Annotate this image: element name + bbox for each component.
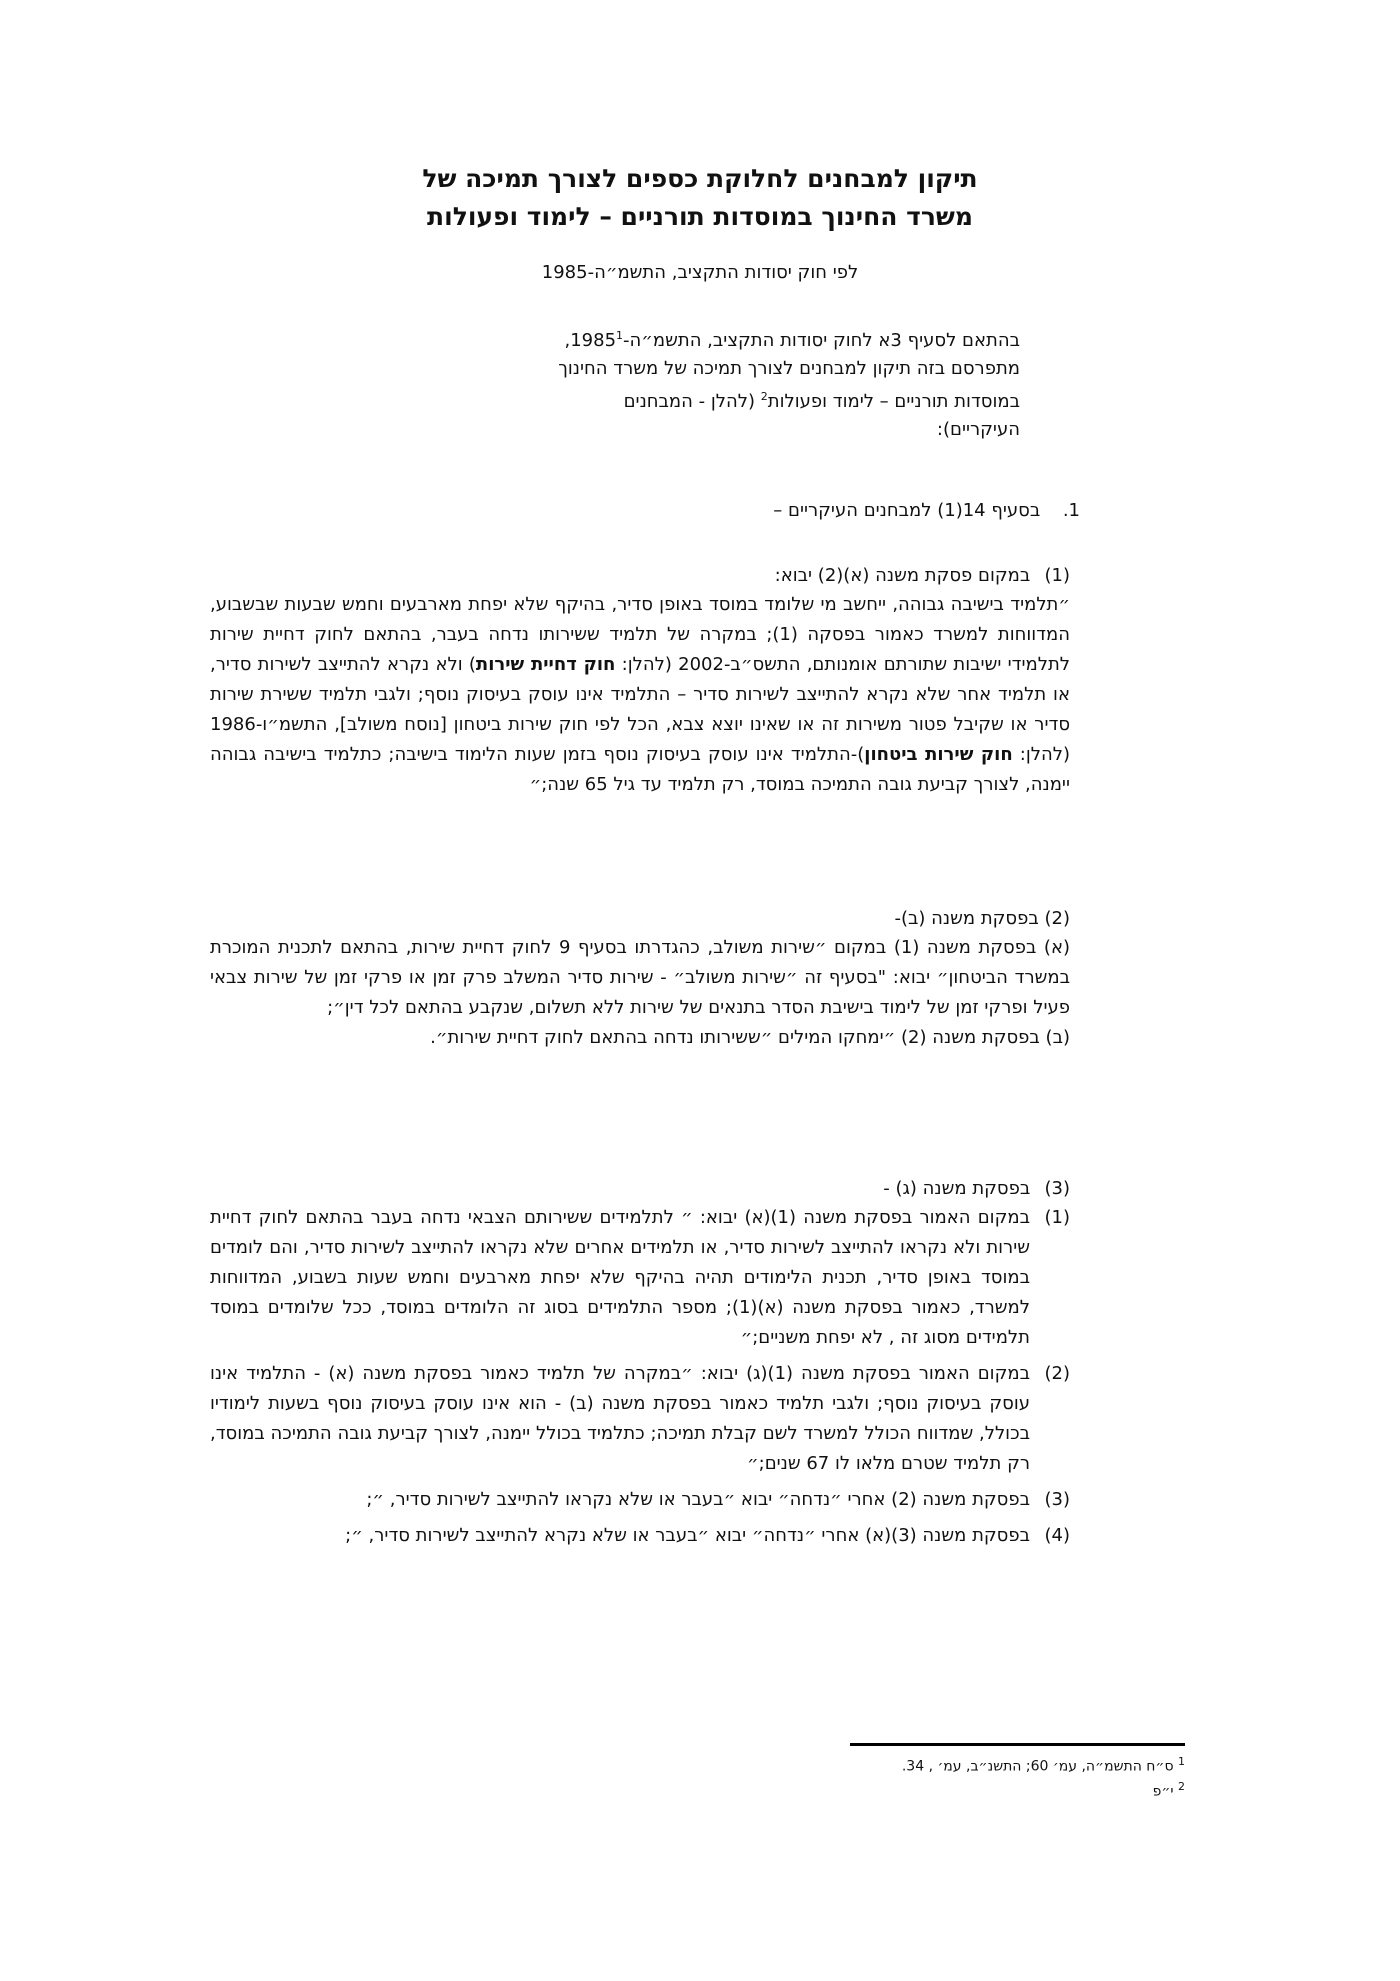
paragraph-1 xyxy=(210,562,1070,800)
preamble-text: (להלן - המבחנים xyxy=(623,391,761,412)
footnote-ref-1: 1 xyxy=(616,329,624,342)
paragraph-2-item-a: (א) בפסקת משנה (1) במקום ״שירות משולב, כהגדרתו בסעיף 9 לחוק דחיית שירות, בהתאם לתכנית המוכרת במשרד הביטחון״ יבוא: "בסעיף זה ״שירות משולב״ - שירות סדיר המשלב פרק זמן או פרקי זמן של שירות צבאי פעיל ופרקי זמן של לימוד בישיבת הסדר בתנאים של שירות ללא תשלום, שנקבע בהתאם לכל דין״; xyxy=(210,937,1071,1018)
list-item-number: (2) xyxy=(1044,1363,1070,1384)
document-subtitle: לפי חוק יסודות התקציב, התשמ״ה-1985 xyxy=(541,262,859,283)
footnote-1 xyxy=(850,1752,1185,1777)
paragraph-heading-text: במקום פסקת משנה (א)(2) יבוא: xyxy=(774,565,1031,586)
paragraph-number: (3) xyxy=(1044,1178,1070,1199)
preamble-line-3 xyxy=(380,383,1020,416)
title-line-1: תיקון למבחנים לחלוקת כספים לצורך תמיכה של xyxy=(422,164,978,193)
list-item-text: במקום האמור בפסקת משנה (1)(א) יבוא: ״ לתלמידים ששירותם הצבאי נדחה בעבר בהתאם לחוק דחיית שירות ולא נקראו להתייצב לשירות סדיר, או תלמידים אחרים שלא נקראו להתייצב לשירות סדיר, והם לומדים במוסד באופן סדיר, תכנית הלימודים תהיה בהיקף שלא יפחת מארבעים וחמש שעות בשבוע, המדווחות למשרד, כאמור בפסקת משנה (א)(1); מספר התלמידים בסוג זה הלומדים במוסד, ככל שלומדים במוסד תלמידים מסוג זה , לא יפחת משניים;״ xyxy=(210,1207,1030,1348)
paragraph-heading-text: בפסקת משנה (ג) - xyxy=(883,1178,1031,1199)
section-number: 1. xyxy=(1062,500,1080,521)
list-item xyxy=(210,1359,1070,1479)
list-item-text: במקום האמור בפסקת משנה (1)(ג) יבוא: ״במקרה של תלמיד כאמור בפסקת משנה (א) - התלמיד אינו עוסק בעיסוק נוסף; ולגבי תלמיד כאמור בפסקת משנה (ב) - הוא אינו עוסק בעיסוק נוסף בשעות לימודיו בכולל, שמדווח הכולל למשרד לשם קבלת תמיכה; כתלמיד בכולל יימנה, לצורך קביעת גובה התמיכה במוסד, רק תלמיד שטרם מלאו לו 67 שנים;״ xyxy=(210,1363,1030,1474)
list-item xyxy=(210,1203,1070,1353)
footnote-separator xyxy=(850,1743,1185,1746)
body-text: )-התלמיד אינו עוסק בעיסוק נוסף בזמן שעות הלימוד בישיבה; כתלמיד בישיבה גבוהה יימנה, לצורך קביעת גובה התמיכה במוסד, רק תלמיד עד גיל 65 שנה;״ xyxy=(210,744,1070,795)
paragraph-2-heading: (2) בפסקת משנה (ב)- xyxy=(894,908,1070,929)
footnote-text: י״פ xyxy=(1152,1783,1174,1800)
footnote-number: 1 xyxy=(1178,1755,1185,1768)
list-item-text: בפסקת משנה (2) אחרי ״נדחה״ יבוא ״בעבר או שלא נקראו להתייצב לשירות סדיר, ״; xyxy=(366,1489,1030,1510)
list-item-text: בפסקת משנה (3)(א) אחרי ״נדחה״ יבוא ״בעבר או שלא נקרא להתייצב לשירות סדיר, ״; xyxy=(345,1525,1030,1546)
preamble xyxy=(380,322,1020,444)
preamble-text: בהתאם לסעיף 3א לחוק יסודות התקציב, התשמ״ה-1985 xyxy=(570,330,1020,351)
paragraph-3-items xyxy=(210,1203,1070,1551)
footnotes xyxy=(850,1752,1185,1801)
footnote-text: ס״ח התשמ״ה, עמ׳ 60; התשנ״ב, עמ׳ , 34. xyxy=(901,1758,1174,1775)
list-item-number: (3) xyxy=(1044,1489,1070,1510)
document-title xyxy=(400,160,1000,236)
preamble-line-1 xyxy=(380,322,1020,355)
defined-term: חוק שירות ביטחון xyxy=(864,744,1013,765)
section-text: בסעיף 14(1) למבחנים העיקריים – xyxy=(773,500,1041,521)
preamble-line-2: מתפרסם בזה תיקון למבחנים לצורך תמיכה של משרד החינוך xyxy=(558,358,1020,379)
defined-term: חוק דחיית שירות xyxy=(475,654,616,675)
body-text: ) ולא נקרא להתייצב לשירות סדיר, או תלמיד אחר שלא נקרא להתייצב לשירות סדיר – התלמיד אינו עוסק בעיסוק נוסף; ולגבי תלמיד ששירת שירות סדיר או שקיבל פטור משירות זה או שאינו יוצא צבא, הכל לפי חוק שירות ביטחון [נוסח משולב], התשמ״ו-1986 (להלן: xyxy=(210,654,1070,765)
title-line-2: משרד החינוך במוסדות תורניים – לימוד ופעולות xyxy=(427,202,973,231)
paragraph-1-body xyxy=(210,590,1070,800)
paragraph-3 xyxy=(210,1175,1070,1557)
body-text: ״תלמיד בישיבה גבוהה, ייחשב מי שלומד במוסד באופן סדיר, בהיקף שלא יפחת מארבעים וחמש שבעות שבשבוע, המדווחות למשרד כאמור בפסקה (1); במקרה של תלמיד ששירותו נדחה בעבר, בהתאם לחוק דחיית שירות לתלמידי ישיבות שתורתם אומנותם, התשס״ב-2002 (להלן: xyxy=(210,594,1071,675)
preamble-text: במוסדות תורניים – לימוד ופעולות xyxy=(767,391,1020,412)
list-item-number: (4) xyxy=(1044,1525,1070,1546)
list-item-number: (1) xyxy=(1044,1207,1070,1228)
paragraph-2-item-b: (ב) בפסקת משנה (2) ״ימחקו המילים ״ששירותו נדחה בהתאם לחוק דחיית שירות״. xyxy=(430,1027,1070,1048)
footnote-number: 2 xyxy=(1178,1779,1185,1793)
paragraph-1-heading xyxy=(210,562,1070,590)
preamble-line-4: העיקריים): xyxy=(936,419,1020,440)
preamble-comma: , xyxy=(564,330,571,351)
section-1-heading xyxy=(560,500,1080,521)
footnote-2 xyxy=(850,1777,1185,1802)
paragraph-3-heading xyxy=(210,1175,1070,1203)
list-item xyxy=(270,1521,1070,1551)
paragraph-2 xyxy=(210,905,1070,1053)
paragraph-number: (1) xyxy=(1044,565,1070,586)
list-item xyxy=(210,1485,1070,1515)
footnote-ref-2: 2 xyxy=(760,390,768,403)
